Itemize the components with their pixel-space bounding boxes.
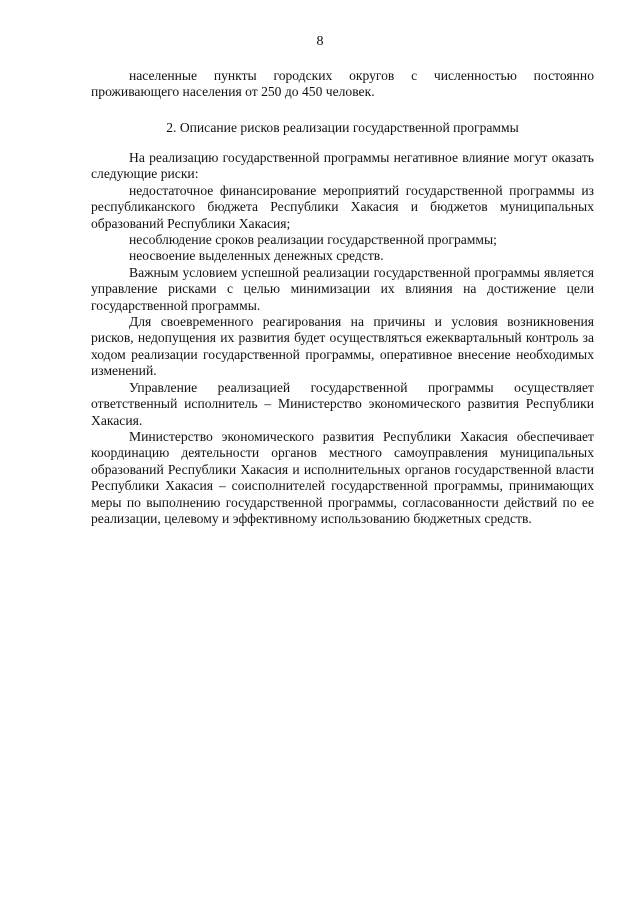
intro-text bbox=[91, 68, 594, 101]
section-body bbox=[91, 150, 594, 527]
paragraph-timely-response: Для своевременного реагирования на причины и условия возникновения рисков, недопущения их развития будет осуществляться ежеквартальный контроль за ходом реализации государственной программы, оперативное внесение необходимых изменений. bbox=[91, 314, 594, 379]
paragraph-ministry-coordination: Министерство экономического развития Республики Хакасия обеспечивает координацию деятельности органов местного самоуправления муниципальных образований Республики Хакасия и исполнительных органов государственной власти Республики Хакасия – соисполнителей государственной программы, принимающих меры по выполнению государственной программы, согласованности действий по ее реализации, целевому и эффективному использованию бюджетных средств. bbox=[91, 428, 594, 526]
paragraph-risk-financing: недостаточное финансирование мероприятий государственной программы из республиканского бюджета Республики Хакасия и бюджетов муниципальных образований Республики Хакасия; bbox=[91, 182, 594, 231]
paragraph-program-management: Управление реализацией государственной программы осуществляет ответственный исполнитель – Министерство экономического развития Республики Хакасия. bbox=[91, 379, 594, 428]
page-number: 8 bbox=[316, 34, 324, 49]
section-heading: 2. Описание рисков реализации государственной программы bbox=[166, 120, 519, 135]
paragraph-risk-deadlines: несоблюдение сроков реализации государственной программы; bbox=[129, 232, 497, 248]
paragraph-risks-intro: На реализацию государственной программы негативное влияние могут оказать следующие риски: bbox=[91, 150, 594, 182]
paragraph-risk-management: Важным условием успешной реализации государственной программы является управление рисками с целью минимизации их влияния на достижение цели государственной программы. bbox=[91, 264, 594, 313]
intro-paragraph: населенные пункты городских округов с численностью постоянно проживающего населения от 250 до 450 человек. bbox=[91, 68, 594, 100]
paragraph-risk-funds: неосвоение выделенных денежных средств. bbox=[129, 248, 384, 264]
